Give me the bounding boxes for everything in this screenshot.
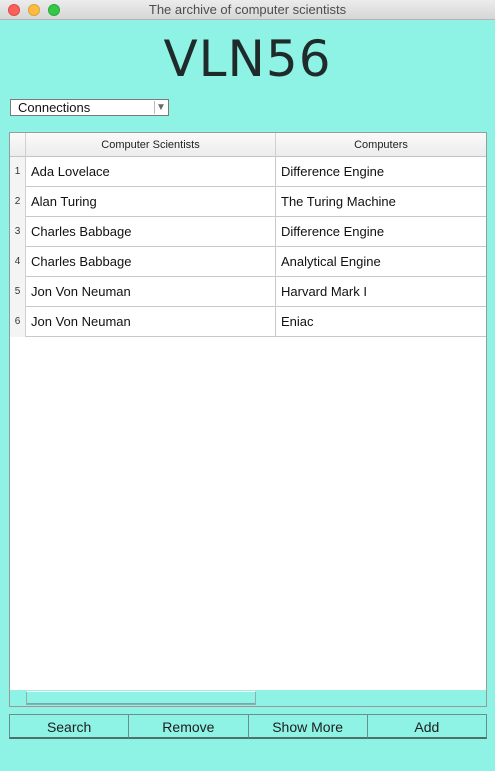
row-number[interactable]: 5 xyxy=(10,277,26,307)
table-body xyxy=(10,157,486,337)
table-row[interactable] xyxy=(10,217,486,247)
table-row[interactable] xyxy=(10,187,486,217)
scientist-cell[interactable]: Jon Von Neuman xyxy=(26,307,276,337)
scientist-cell[interactable]: Jon Von Neuman xyxy=(26,277,276,307)
computer-cell[interactable]: Harvard Mark I xyxy=(281,284,367,299)
computer-cell[interactable]: Difference Engine xyxy=(281,224,385,239)
row-number[interactable]: 3 xyxy=(10,217,26,247)
scientist-cell[interactable]: Alan Turing xyxy=(26,187,276,217)
search-button[interactable]: Search xyxy=(9,714,128,739)
action-button-bar xyxy=(9,714,487,739)
connections-table xyxy=(9,132,487,707)
scrollbar-thumb[interactable] xyxy=(26,691,256,705)
row-number[interactable]: 2 xyxy=(10,187,26,217)
column-header-scientists[interactable]: Computer Scientists xyxy=(26,133,276,157)
scientist-cell[interactable]: Charles Babbage xyxy=(26,217,276,247)
table-corner[interactable] xyxy=(10,133,26,157)
column-header-computers[interactable]: Computers xyxy=(354,139,408,151)
computer-cell[interactable]: Analytical Engine xyxy=(281,254,381,269)
scientist-cell[interactable]: Ada Lovelace xyxy=(26,157,276,187)
window-title: The archive of computer scientists xyxy=(148,2,347,17)
table-row[interactable] xyxy=(10,247,486,277)
show-more-button[interactable]: Show More xyxy=(248,714,367,739)
view-select-dropdown[interactable] xyxy=(10,99,169,116)
remove-button[interactable]: Remove xyxy=(128,714,247,739)
row-number[interactable]: 1 xyxy=(10,157,26,187)
table-row[interactable] xyxy=(10,277,486,307)
table-row[interactable] xyxy=(10,157,486,187)
row-number[interactable]: 4 xyxy=(10,247,26,277)
computer-cell[interactable]: Difference Engine xyxy=(281,164,385,179)
horizontal-scrollbar[interactable] xyxy=(10,690,486,706)
add-button[interactable]: Add xyxy=(367,714,487,739)
computer-cell[interactable]: The Turing Machine xyxy=(281,194,396,209)
table-row[interactable] xyxy=(10,307,486,337)
computer-cell[interactable]: Eniac xyxy=(281,314,314,329)
row-number[interactable]: 6 xyxy=(10,307,26,337)
page-title: VLN56 xyxy=(163,30,332,88)
dropdown-arrow-icon[interactable]: ▼ xyxy=(154,101,167,114)
table-header xyxy=(10,133,486,157)
view-select-value: Connections xyxy=(18,100,91,115)
title-bar[interactable] xyxy=(0,0,495,20)
scientist-cell[interactable]: Charles Babbage xyxy=(26,247,276,277)
